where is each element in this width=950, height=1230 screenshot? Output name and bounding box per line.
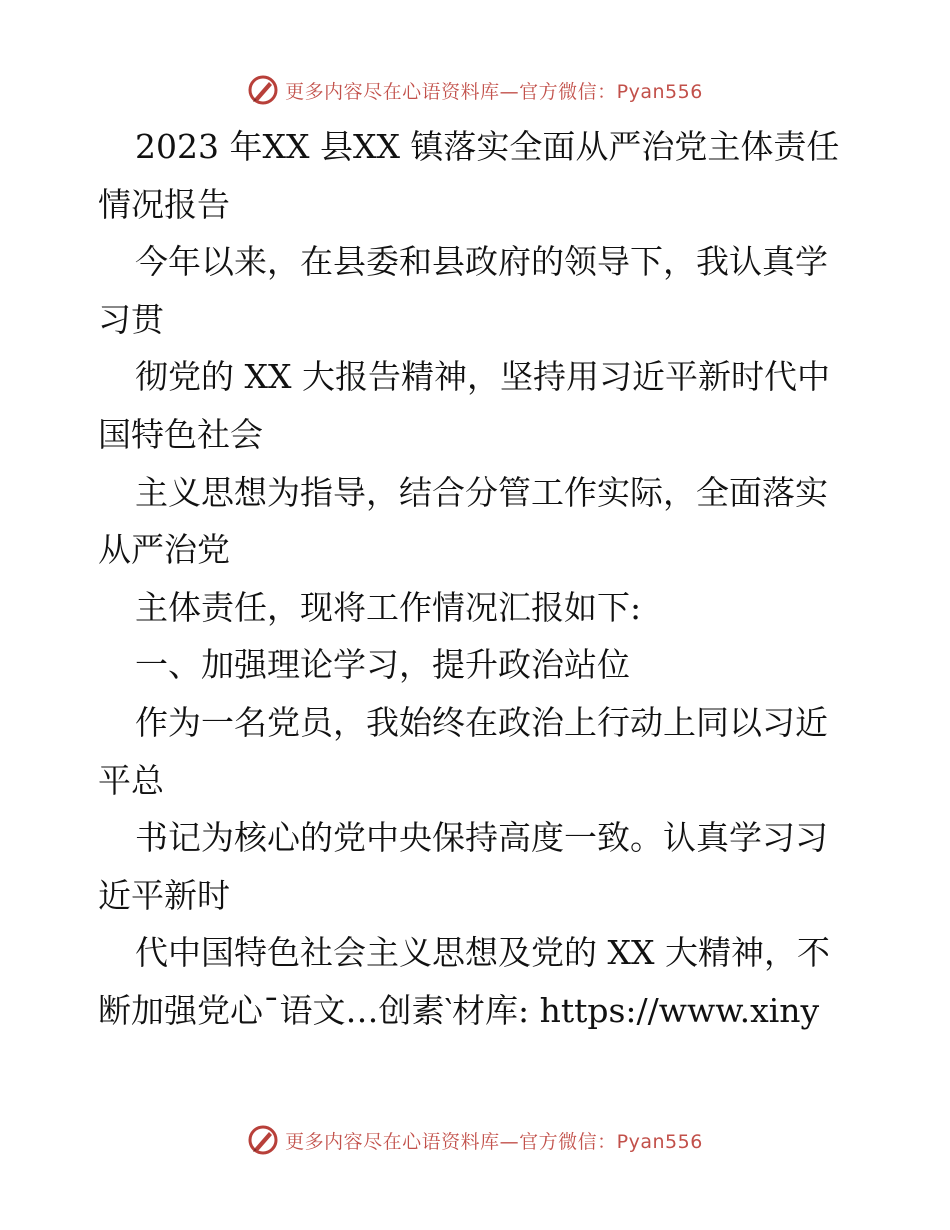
paragraph-line: 代中国特色社会主义思想及党的 XX 大精神，不	[135, 933, 830, 973]
pen-logo-icon	[247, 1124, 279, 1156]
paragraph-line: 平总	[98, 760, 164, 800]
doc-title-line-2: 情况报告	[98, 184, 230, 224]
paragraph-line: 彻党的 XX 大报告精神，坚持用习近平新时代中	[135, 357, 830, 397]
doc-title-line-1: 2023 年XX 县XX 镇落实全面从严治党主体责任	[135, 127, 840, 166]
paragraph-line: 作为一名党员，我始终在政治上行动上同以习近	[135, 702, 828, 742]
paragraph-line: 近平新时	[98, 875, 230, 915]
paragraph-line: 断加强党心¯语文…创素‵材库: https://www.xiny	[98, 990, 820, 1030]
paragraph-line: 习贯	[98, 299, 164, 339]
header-banner-text: 更多内容尽在心语资料库—官方微信：Pyan556	[285, 80, 703, 103]
paragraph-line: 今年以来，在县委和县政府的领导下，我认真学	[135, 242, 828, 282]
paragraph-line: 书记为核心的党中央保持高度一致。认真学习习	[135, 818, 828, 858]
section-heading: 一、加强理论学习，提升政治站位	[135, 645, 630, 685]
paragraph-line: 国特色社会	[98, 414, 263, 454]
paragraph-line: 从严治党	[98, 530, 230, 570]
footer-banner-text: 更多内容尽在心语资料库—官方微信：Pyan556	[285, 1130, 703, 1153]
pen-logo-icon	[247, 74, 279, 106]
header-watermark-banner	[0, 70, 950, 110]
document-body	[98, 118, 858, 1040]
paragraph-line: 主义思想为指导，结合分管工作实际，全面落实	[135, 472, 828, 512]
footer-watermark-banner	[0, 1120, 950, 1160]
paragraph-line: 主体责任，现将工作情况汇报如下:	[135, 587, 642, 627]
